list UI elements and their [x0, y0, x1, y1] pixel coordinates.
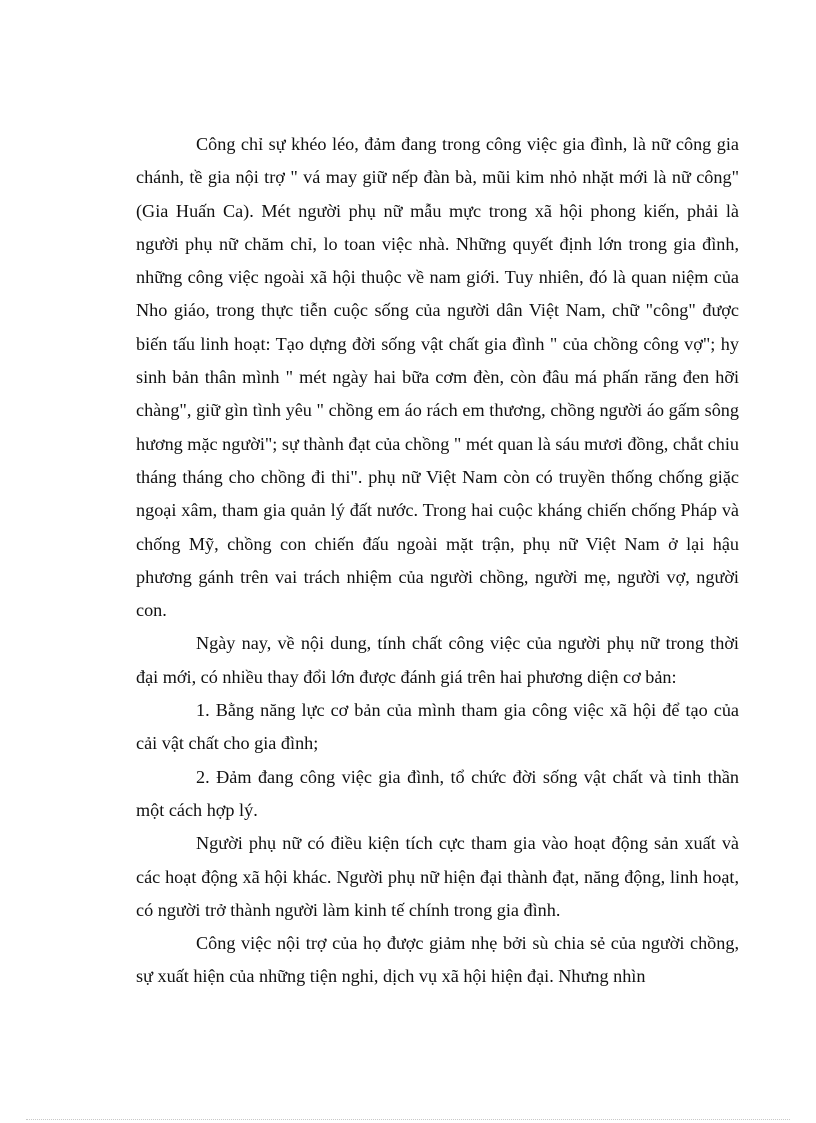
list-item-2: 2. Đảm đang công việc gia đình, tổ chức đời sống vật chất và tinh thần một cách hợp lý. [136, 766, 739, 820]
page-bottom-divider [26, 1119, 790, 1120]
paragraph-modern-changes: Ngày nay, về nội dung, tính chất công việc của người phụ nữ trong thời đại mới, có nhiều thay đổi lớn được đánh giá trên hai phương diện cơ bản: [136, 633, 739, 687]
list-item-1: 1. Bằng năng lực cơ bản của mình tham gia công việc xã hội để tạo của cải vật chất cho gia đình; [136, 700, 739, 754]
paragraph-social-participation: Người phụ nữ có điều kiện tích cực tham gia vào hoạt động sản xuất và các hoạt động xã hội khác. Người phụ nữ hiện đại thành đạt, năng động, linh hoạt, có người trở thành người làm kinh tế chính trong gia đình. [136, 833, 739, 920]
paragraph-traditional-role: Công chỉ sự khéo léo, đảm đang trong công việc gia đình, là nữ công gia chánh, tề gia nội trợ " vá may giữ nếp đàn bà, mũi kim nhỏ nhặt mới là nữ công" (Gia Huấn Ca). Mét người phụ nữ mẫu mực trong xã hội phong kiến, phải là người phụ nữ chăm chỉ, lo toan việc nhà. Những quyết định lớn trong gia đình, những công việc ngoài xã hội thuộc về nam giới. Tuy nhiên, đó là quan niệm của Nho giáo, trong thực tiễn cuộc sống của người dân Việt Nam, chữ "công" được biến tấu linh hoạt: Tạo dựng đời sống vật chất gia đình " của chồng công vợ"; hy sinh bản thân mình " mét ngày hai bữa cơm đèn, còn đâu má phấn răng đen hỡi chàng", giữ gìn tình yêu " chồng em áo rách em thương, chồng người áo gấm sông hương mặc người"; sự thành đạt của chồng " mét quan là sáu mươi đồng, chắt chiu tháng tháng cho chồng đi thi". phụ nữ Việt Nam còn có truyền thống chống giặc ngoại xâm, tham gia quản lý đất nước. Trong hai cuộc kháng chiến chống Pháp và chống Mỹ, chồng con chiến đấu ngoài mặt trận, phụ nữ Việt Nam ở lại hậu phương gánh trên vai trách nhiệm của người chồng, người mẹ, người vợ, người con. [136, 134, 739, 621]
document-body [136, 128, 739, 994]
paragraph-housework: Công việc nội trợ của họ được giảm nhẹ bởi sù chia sẻ của người chồng, sự xuất hiện của những tiện nghi, dịch vụ xã hội hiện đại. Nhưng nhìn [136, 933, 739, 987]
